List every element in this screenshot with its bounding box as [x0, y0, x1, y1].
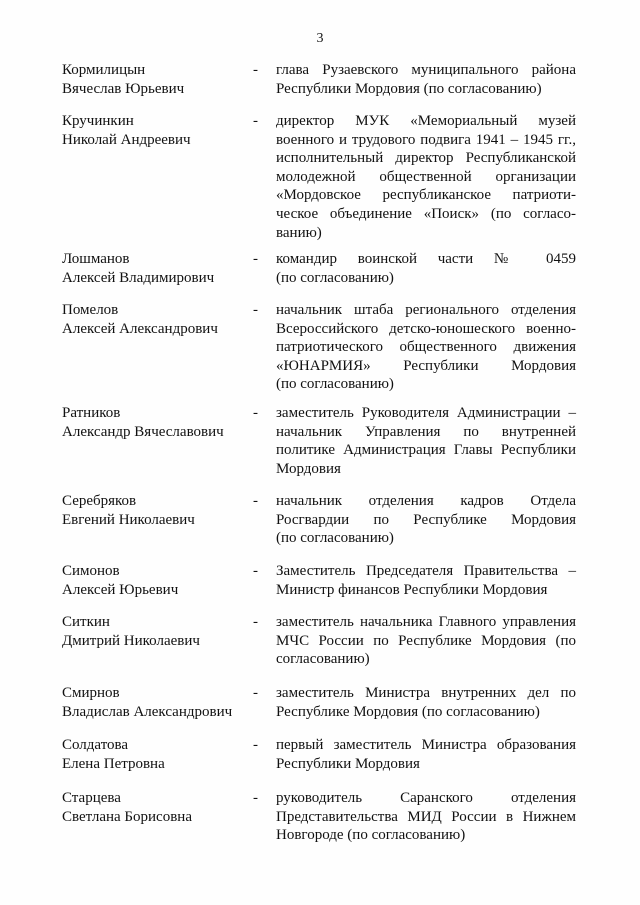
position-line: Мордовия [276, 460, 341, 477]
position-line: начальник отделения кадров Отдела [276, 493, 576, 509]
member-given-name: Евгений Николаевич [62, 511, 195, 528]
member-position [276, 684, 576, 721]
position-line: заместитель начальника Главного управления [276, 614, 576, 630]
position-line: Росгвардии по Республике Мордовия [276, 511, 576, 528]
position-line: политике Администрация Главы Республики [276, 442, 576, 459]
member-surname: Смирнов [62, 685, 120, 701]
member-given-name: Вячеслав Юрьевич [62, 80, 185, 97]
member-name [62, 404, 252, 441]
member-surname: Лошманов [62, 251, 130, 267]
member-position [276, 613, 576, 669]
member-given-name: Елена Петровна [62, 755, 165, 772]
position-line: руководитель Саранского отделения [276, 790, 576, 806]
member-position [276, 61, 576, 98]
position-line: начальник Управления по внутренней [276, 423, 576, 440]
position-line: первый заместитель Министра образования [276, 737, 576, 753]
member-given-name: Владислав Александрович [62, 703, 233, 720]
member-surname: Солдатова [62, 737, 129, 753]
position-line: заместитель Руководителя Администрации – [276, 405, 576, 421]
member-name [62, 301, 252, 338]
member-position [276, 492, 576, 548]
position-line: командир воинской части № 0459 [276, 251, 576, 267]
position-line: (по согласованию) [276, 376, 394, 393]
entry-dash: - [253, 737, 258, 753]
page-number: 3 [316, 31, 324, 46]
entry-dash: - [253, 493, 258, 509]
member-name [62, 684, 252, 721]
position-line: «Мордовское республиканское патриоти- [276, 187, 576, 204]
member-position [276, 112, 576, 242]
member-name [62, 112, 252, 149]
member-name [62, 250, 252, 287]
member-position [276, 404, 576, 478]
member-surname: Помелов [62, 302, 119, 318]
position-line: военного и трудового подвига 1941 – 1945 гг., [276, 131, 576, 148]
member-surname: Симонов [62, 563, 120, 579]
position-line: молодежной общественной организации [276, 168, 576, 185]
member-position [276, 789, 576, 845]
member-given-name: Алексей Юрьевич [62, 581, 179, 598]
entry-dash: - [253, 563, 258, 579]
position-line: начальник штаба регионального отделения [276, 302, 576, 318]
position-line: ческое объединение «Поиск» (по согласо- [276, 205, 576, 222]
position-line: директор МУК «Мемориальный музей [276, 113, 576, 129]
entry-dash: - [253, 302, 258, 318]
position-line: Новгороде (по согласованию) [276, 827, 466, 844]
member-name [62, 492, 252, 529]
position-line: исполнительный директор Республиканской [276, 150, 576, 167]
member-given-name: Алексей Владимирович [62, 269, 215, 286]
position-line: «ЮНАРМИЯ» Республики Мордовия [276, 357, 576, 374]
position-line: Республике Мордовия (по согласованию) [276, 703, 540, 720]
entry-dash: - [253, 62, 258, 78]
entry-dash: - [253, 790, 258, 806]
position-line: патриотического общественного движения [276, 339, 576, 356]
member-name [62, 789, 252, 826]
entry-dash: - [253, 685, 258, 701]
member-surname: Кручинкин [62, 113, 134, 129]
member-name [62, 736, 252, 773]
member-surname: Ситкин [62, 614, 110, 630]
member-position [276, 301, 576, 394]
member-surname: Ратников [62, 405, 121, 421]
entry-dash: - [253, 405, 258, 421]
member-given-name: Дмитрий Николаевич [62, 632, 200, 649]
position-line: Представительства МИД России в Нижнем [276, 808, 576, 825]
position-line: (по согласованию) [276, 269, 394, 286]
member-name [62, 613, 252, 650]
member-name [62, 562, 252, 599]
member-name [62, 61, 252, 98]
entry-dash: - [253, 614, 258, 630]
member-given-name: Николай Андреевич [62, 131, 191, 148]
position-line: согласованию) [276, 651, 370, 668]
position-line: Республики Мордовия [276, 755, 420, 772]
member-surname: Старцева [62, 790, 121, 806]
entry-dash: - [253, 113, 258, 129]
position-line: (по согласованию) [276, 530, 394, 547]
entry-dash: - [253, 251, 258, 267]
position-line: Всероссийского детско-юношеского военно- [276, 320, 576, 337]
position-line: МЧС России по Республике Мордовия (по [276, 632, 576, 649]
member-position [276, 562, 576, 599]
position-line: заместитель Министра внутренних дел по [276, 685, 576, 701]
position-line: глава Рузаевского муниципального района [276, 62, 576, 78]
position-line: ванию) [276, 224, 322, 241]
position-line: Министр финансов Республики Мордовия [276, 581, 548, 598]
member-position [276, 736, 576, 773]
member-given-name: Алексей Александрович [62, 320, 218, 337]
member-position [276, 250, 576, 287]
member-given-name: Светлана Борисовна [62, 808, 192, 825]
position-line: Республики Мордовия (по согласованию) [276, 80, 542, 97]
member-surname: Серебряков [62, 493, 137, 509]
position-line: Заместитель Председателя Правительства – [276, 563, 576, 579]
member-given-name: Александр Вячеславович [62, 423, 224, 440]
member-surname: Кормилицын [62, 62, 146, 78]
